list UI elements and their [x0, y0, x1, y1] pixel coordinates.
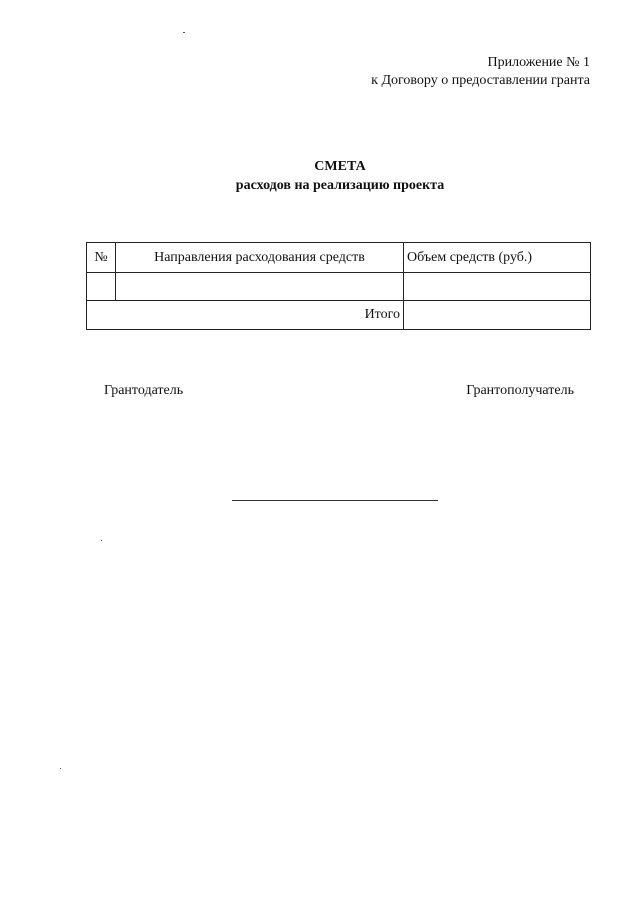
grantor-label: Грантодатель	[104, 383, 184, 398]
signature-line	[232, 500, 438, 501]
title-main: СМЕТА	[314, 159, 366, 174]
appendix-number: Приложение № 1	[487, 55, 590, 70]
table-row	[87, 273, 591, 301]
estimate-table	[86, 242, 591, 330]
column-header-volume: Объем средств (руб.)	[404, 243, 591, 273]
cell-direction	[116, 273, 404, 301]
document-title	[0, 157, 640, 195]
column-header-direction: Направления расходования средств	[116, 243, 404, 273]
table-header-row	[87, 243, 591, 273]
table-total-row	[87, 301, 591, 330]
appendix-header	[371, 54, 590, 90]
cell-number	[87, 273, 116, 301]
scan-speck	[101, 540, 102, 541]
scan-speck	[183, 32, 185, 33]
grantee-label: Грантополучатель	[466, 383, 574, 398]
cell-volume	[404, 273, 591, 301]
total-label: Итого	[87, 301, 404, 330]
scan-speck	[60, 768, 61, 769]
title-sub: расходов на реализацию проекта	[235, 178, 445, 193]
total-value	[404, 301, 591, 330]
appendix-reference: к Договору о предоставлении гранта	[371, 73, 590, 88]
column-header-number: №	[87, 243, 116, 273]
